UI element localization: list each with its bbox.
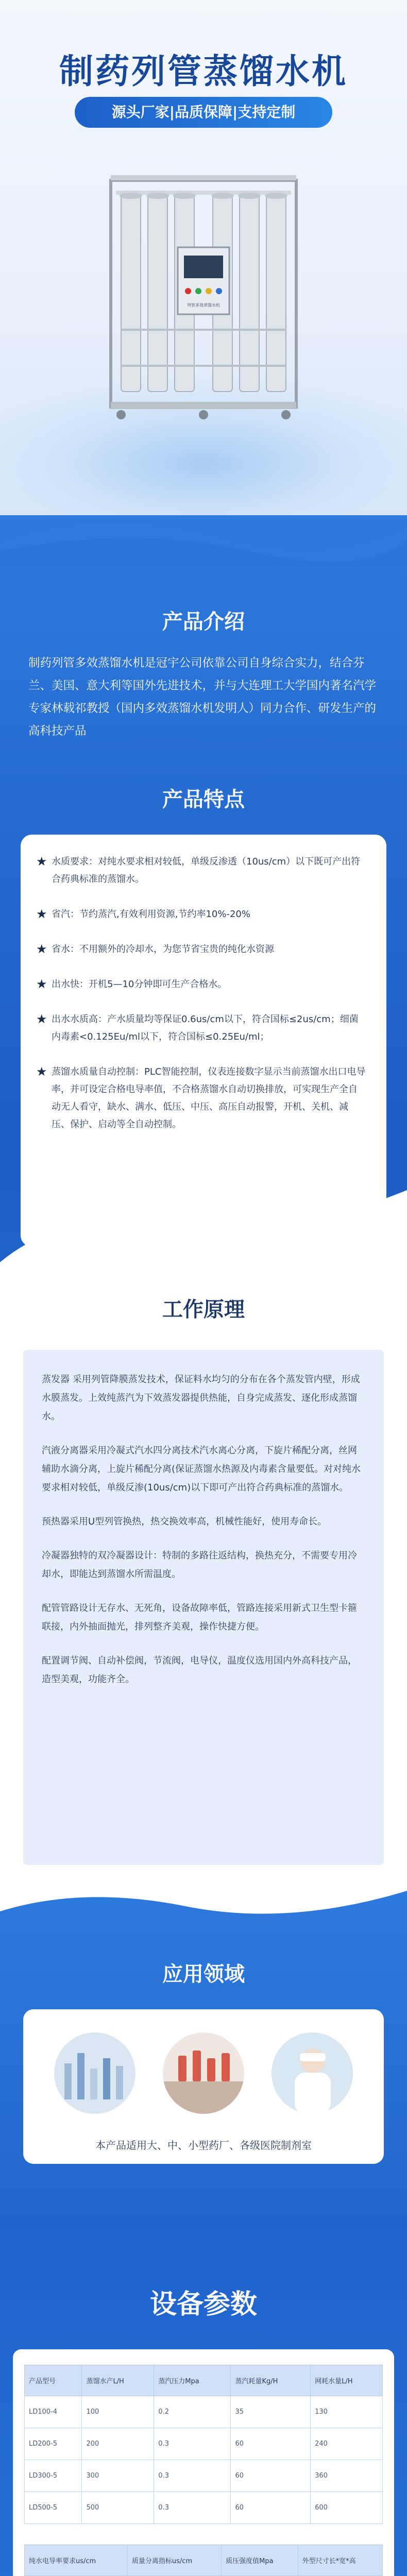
- feature-item: [36, 941, 366, 958]
- star-icon: ★: [36, 907, 47, 921]
- intro-text: 制药列管多效蒸馏水机是冠宇公司依靠公司自身综合实力，结合芬兰、美国、意大利等国外先进技术，并与大连理工大学国内著名汽学专家林载祁教授（国内多效蒸馏水机发明人）同力合作、研发生产的高科技产品: [28, 656, 377, 738]
- application-caption: 本产品适用大、中、小型药厂、各级医院制剂室: [95, 2139, 312, 2151]
- feature-item: [36, 853, 366, 888]
- table-row: [25, 2460, 383, 2492]
- work-paragraph: 预热器采用U型列管换热，热交换效率高，机械性能好，使用寿命长。: [42, 1516, 327, 1527]
- application-heading: 应用领域: [162, 1962, 245, 1986]
- table-cell: 200: [82, 2428, 154, 2460]
- table-cell: 0.3: [154, 2460, 231, 2492]
- table-header-cell: 外型尺寸长*宽*高: [298, 2545, 382, 2576]
- table-header-row: [25, 2545, 383, 2576]
- table-row: [25, 2492, 383, 2524]
- params-card: [13, 2349, 394, 2576]
- table-cell: 240: [311, 2428, 383, 2460]
- application-photo-hospital: [272, 2032, 353, 2114]
- intro-heading: 产品介绍: [162, 610, 245, 634]
- table-header-cell: 网耗水量L/H: [311, 2365, 383, 2396]
- distiller-machine-image: [106, 160, 301, 428]
- work-paragraph: 汽液分离器采用冷凝式汽水四分离技术汽水离心分离，下旋片稀配分离，丝网辅助水滴分离，上旋片稀配分离(保证蒸馏水热源及内毒素含量要低。对对纯水要求相对较低，单级反渗(10us/cm)以下即可产出符合药典标准的蒸馏水。: [42, 1445, 361, 1493]
- star-icon: ★: [36, 1012, 47, 1026]
- feature-text: 蒸馏水质量自动控制：PLC智能控制，仪表连接数字显示当前蒸馏水出口电导率，并可设定合格电导率值，不合格蒸馏水自动切换排放，可实现生产全自动无人看守，缺水、满水、低压、中压、高压自动报警，开机、关机、减压、保护、启动等全自动控制。: [52, 1066, 366, 1130]
- application-photo-lab: [54, 2032, 135, 2114]
- table-header-cell: 质量分离指标us/cm: [127, 2545, 221, 2576]
- table-header-cell: 蒸汽压力Mpa: [154, 2365, 231, 2396]
- feature-item: [36, 1063, 366, 1133]
- table-cell: 0.3: [154, 2492, 231, 2524]
- star-icon: ★: [36, 854, 47, 869]
- star-icon: ★: [36, 1064, 47, 1079]
- application-photo-pharmacy: [163, 2032, 244, 2114]
- table-cell: 0.2: [154, 2396, 231, 2428]
- table-cell: 35: [231, 2396, 311, 2428]
- slogan-pill: 源头厂家|品质保障|支持定制: [75, 97, 332, 128]
- feature-text: 出水快：开机5—10分钟即可生产合格水。: [52, 979, 227, 990]
- wave-divider: [0, 495, 407, 567]
- table-cell: 60: [231, 2492, 311, 2524]
- hero-section: [0, 0, 407, 546]
- star-icon: ★: [36, 942, 47, 956]
- work-paragraph: 配管管路设计无存水、无死角，设备故障率低，管路连接采用新式卫生型卡箍联接，内外抽面抛光，排列整齐美观，操作快捷方便。: [42, 1603, 357, 1632]
- table-cell: 300: [82, 2460, 154, 2492]
- feature-text: 省汽：节约蒸汽,有效利用资源,节约率10%-20%: [52, 909, 250, 920]
- feature-item: [36, 906, 366, 923]
- table-row: [25, 2428, 383, 2460]
- params-heading: 设备参数: [149, 2289, 257, 2320]
- feature-text: 出水水质高：产水质量均等保证0.6us/cm以下，符合国标≤2us/cm；细菌内毒素<0.125Eu/ml以下，符合国标≤0.25Eu/ml；: [52, 1014, 359, 1042]
- feature-text: 省水：不用额外的冷却水，为您节省宝贵的纯化水资源: [52, 944, 274, 955]
- table-cell: LD500-5: [25, 2492, 82, 2524]
- work-heading: 工作原理: [162, 1298, 245, 1321]
- params-table-main: [24, 2365, 383, 2524]
- wave-divider: [0, 1870, 407, 1932]
- table-cell: 60: [231, 2460, 311, 2492]
- work-paragraph: 冷凝器独特的双冷凝器设计：特制的多路往返结构，换热充分，不需要专用冷却水，即能达到蒸馏水所需温度。: [42, 1550, 357, 1580]
- table-cell: 500: [82, 2492, 154, 2524]
- table-cell: 360: [311, 2460, 383, 2492]
- table-cell: 60: [231, 2428, 311, 2460]
- table-cell: 130: [311, 2396, 383, 2428]
- table-cell: 100: [82, 2396, 154, 2428]
- table-cell: LD200-5: [25, 2428, 82, 2460]
- work-paragraph: 配置调节阀、自动补偿阀，节流阀，电导仪，温度仪选用国内外高科技产品，造型美观，功能齐全。: [42, 1655, 357, 1685]
- work-card: [23, 1350, 384, 1865]
- params-table-quality: [24, 2545, 383, 2576]
- table-header-cell: 质压强度值Mpa: [222, 2545, 298, 2576]
- table-row: [25, 2396, 383, 2428]
- table-header-cell: 蒸馏水产L/H: [82, 2365, 154, 2396]
- table-header-cell: 产品型号: [25, 2365, 82, 2396]
- table-header-row: [25, 2365, 383, 2396]
- table-cell: 0.3: [154, 2428, 231, 2460]
- features-heading: 产品特点: [162, 788, 245, 811]
- work-paragraph: 蒸发器 采用列管降膜蒸发技术，保证料水均匀的分布在各个蒸发管内壁，形成水膜蒸发。上效纯蒸汽为下效蒸发器提供热能，自身完成蒸发、逐化形成蒸馏水。: [42, 1374, 360, 1422]
- table-cell: LD100-4: [25, 2396, 82, 2428]
- feature-item: [36, 976, 366, 993]
- table-cell: LD300-5: [25, 2460, 82, 2492]
- star-icon: ★: [36, 977, 47, 991]
- panel-label: 列管多效蒸馏水机: [187, 303, 220, 308]
- table-header-cell: 蒸汽耗量Kg/H: [231, 2365, 311, 2396]
- page-title: 制药列管蒸馏水机: [59, 52, 348, 91]
- table-header-cell: 纯水电导率要求us/cm: [25, 2545, 128, 2576]
- feature-item: [36, 1011, 366, 1046]
- feature-text: 水质要求：对纯水要求相对较低，单级反渗透（10us/cm）以下既可产出符合药典标准的蒸馏水。: [52, 856, 361, 885]
- table-cell: 600: [311, 2492, 383, 2524]
